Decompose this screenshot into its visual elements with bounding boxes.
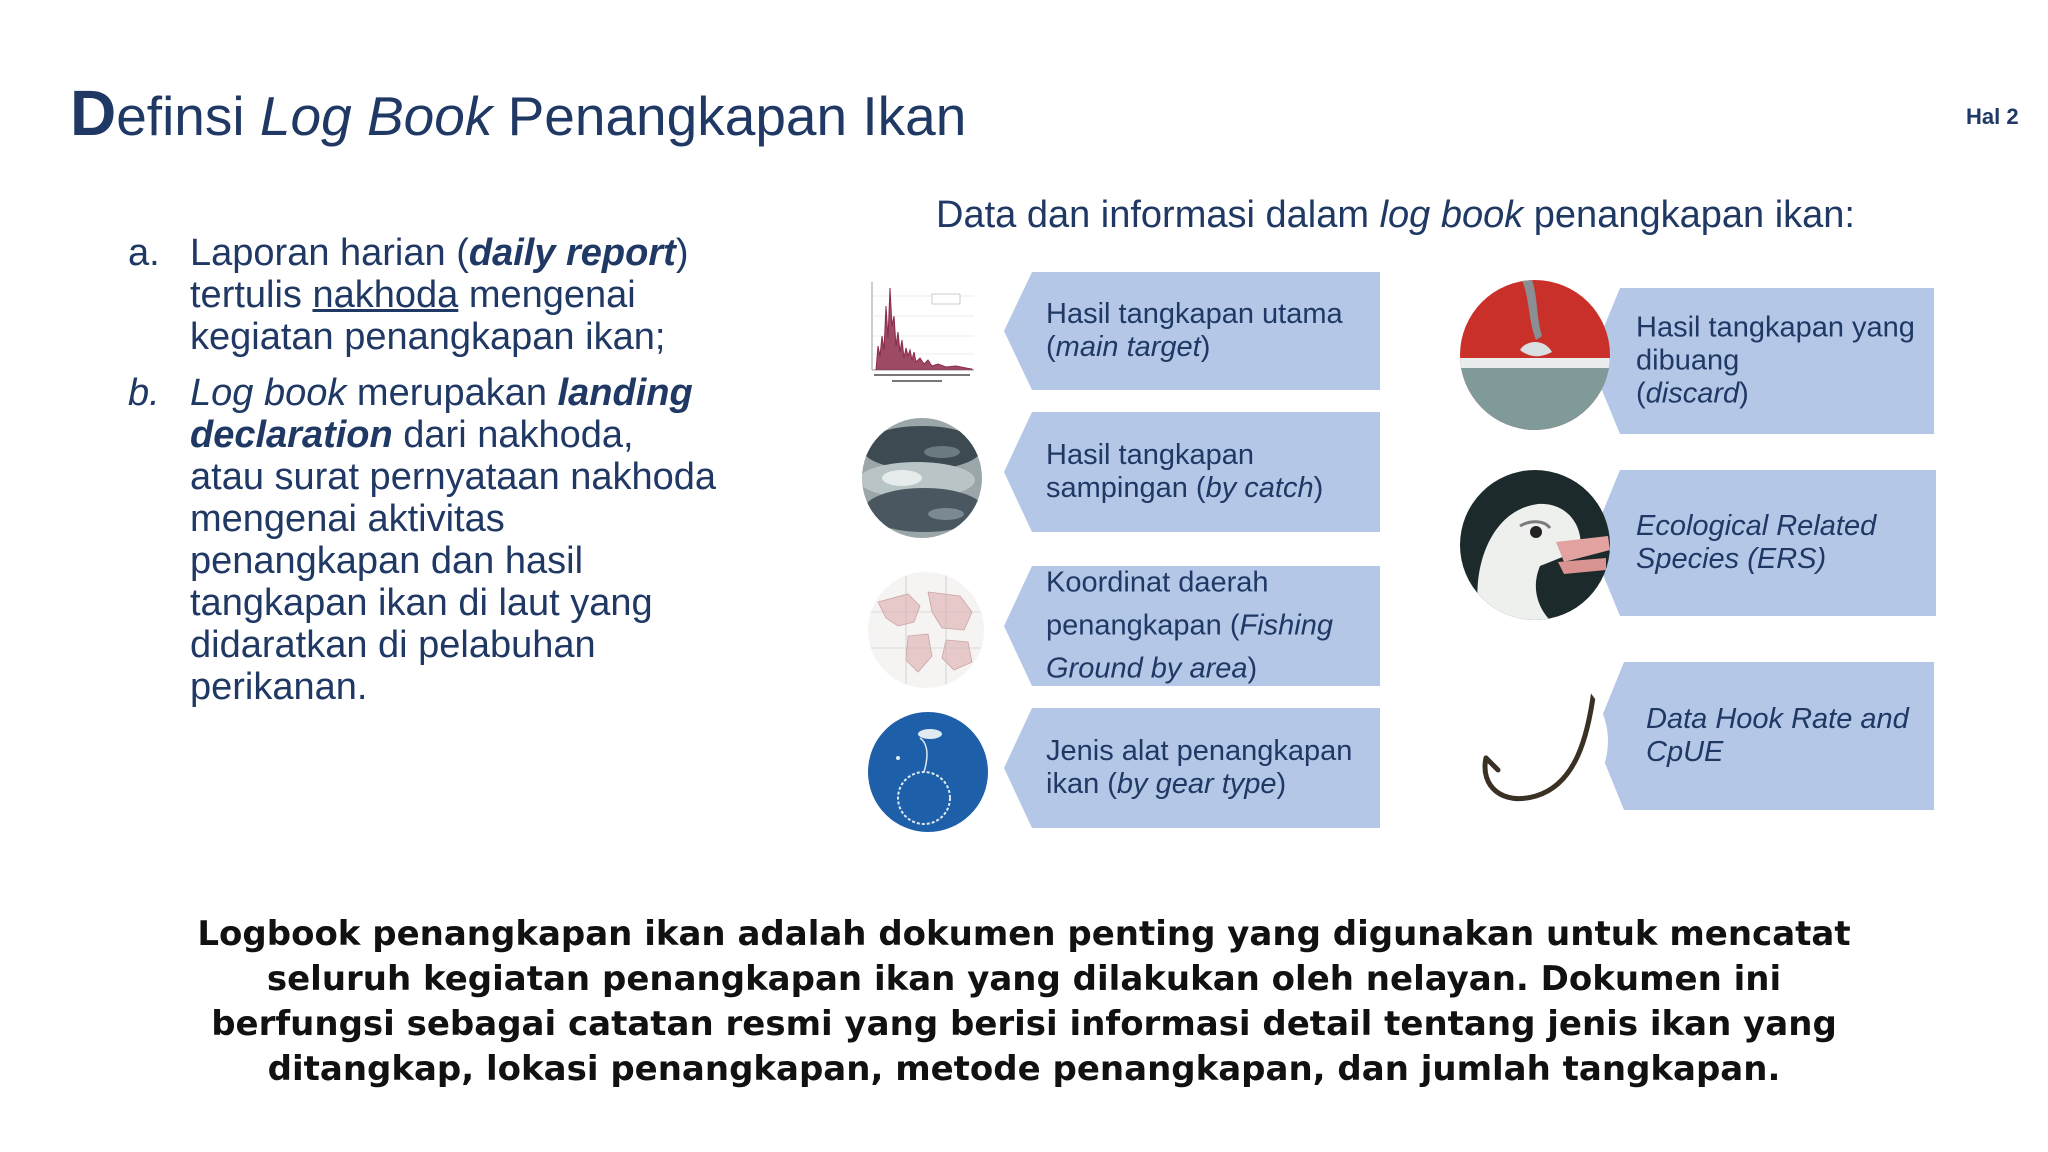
text: Hasil tangkapan utama	[1046, 298, 1343, 330]
text: tertulis	[190, 274, 313, 316]
text: landing declaration	[190, 372, 693, 456]
text: Koordinat daerah penangkapan (	[1046, 566, 1269, 642]
text: merupakan	[346, 372, 558, 414]
text: nakhoda	[312, 274, 459, 316]
text: by catch	[1205, 472, 1314, 504]
text: by gear type	[1116, 768, 1277, 800]
text: daily report	[468, 232, 676, 274]
text: )	[675, 232, 689, 274]
text: Data Hook Rate and CpUE	[1646, 703, 1909, 768]
list-marker: b.	[128, 372, 160, 414]
text: Hasil tangkapan yang dibuang	[1636, 311, 1915, 377]
text: )	[1313, 472, 1324, 504]
card-label	[1046, 735, 1366, 801]
text: Hasil tangkapan sampingan (	[1046, 439, 1254, 504]
card-ers	[1590, 470, 1936, 616]
title-italic: Log Book	[259, 85, 493, 147]
card-hook-rate	[1594, 662, 1934, 810]
card-discard	[1590, 288, 1934, 434]
text: main target	[1055, 331, 1201, 363]
text: Jenis alat penangkapan ikan (	[1046, 735, 1353, 800]
purse-seine-net-icon	[868, 712, 988, 832]
text: Fishing Ground by area	[1046, 609, 1333, 685]
histogram-chart-icon	[862, 276, 980, 386]
text: dari nakhoda, atau surat pernyataan nakhoda mengenai aktivitas penangkapan dan hasil tangkapan ikan di laut yang didaratkan di pelabuhan perikanan.	[190, 414, 717, 708]
card-label	[1646, 703, 1920, 769]
card-label	[1636, 510, 1922, 576]
text: )	[1200, 331, 1211, 363]
page-number: Hal 2	[1966, 104, 2019, 129]
card-by-catch	[1004, 412, 1380, 532]
card-label	[1046, 562, 1366, 691]
card-fishing-ground	[1004, 566, 1380, 686]
definition-list	[128, 232, 718, 722]
text: )	[1276, 768, 1287, 800]
discard-overboard-icon	[1460, 280, 1610, 430]
text: mengenai kegiatan penangkapan ikan;	[190, 274, 666, 358]
definition-item-a	[128, 232, 718, 358]
title-initial: D	[70, 77, 117, 149]
card-label	[1046, 298, 1366, 364]
fish-hook-icon	[1458, 666, 1608, 816]
info-heading	[936, 194, 1855, 237]
world-map-icon	[868, 572, 984, 688]
card-label	[1046, 439, 1366, 505]
title-part2: Penangkapan Ikan	[492, 85, 967, 147]
card-gear-type	[1004, 708, 1380, 828]
text: penangkapan ikan:	[1523, 194, 1855, 236]
text: )	[1247, 652, 1258, 685]
card-label	[1636, 312, 1920, 411]
text: (	[1046, 331, 1056, 363]
summary-paragraph: Logbook penangkapan ikan adalah dokumen penting yang digunakan untuk mencatat seluruh kegiatan penangkapan ikan yang dilakukan oleh nelayan. Dokumen ini berfungsi sebagai catatan resmi yang berisi informasi detail tentang jenis ikan yang ditangkap, lokasi penangkapan, metode penangkapan, dan jumlah tangkapan.	[197, 914, 1851, 1089]
text: Laporan harian (	[190, 232, 469, 274]
text: )	[1739, 377, 1749, 410]
text: (	[1636, 377, 1646, 410]
text: Log book	[190, 372, 347, 414]
title-part1: efinsi	[116, 85, 260, 147]
fish-catch-icon	[862, 418, 982, 538]
albatross-bird-icon	[1460, 470, 1610, 620]
list-marker: a.	[128, 232, 160, 274]
page-title	[70, 78, 966, 148]
text: discard	[1645, 377, 1740, 410]
text: log book	[1379, 194, 1524, 236]
text: Ecological Related Species (ERS)	[1636, 510, 1877, 575]
definition-item-b	[128, 372, 718, 708]
card-main-target	[1004, 272, 1380, 390]
text: Data dan informasi dalam	[936, 194, 1380, 236]
